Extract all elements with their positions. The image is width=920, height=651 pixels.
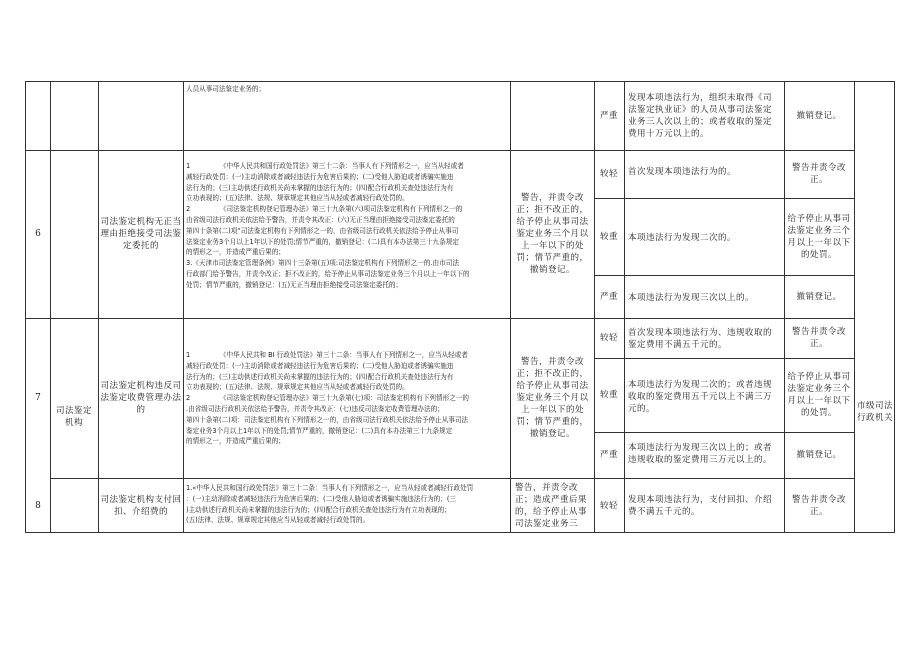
legal-basis-line: (五)法律、法规、规章规定其他应当从轻或者减轻行政处罚的。 xyxy=(186,516,370,525)
legal-basis-line: 的情形之一，并造成严重后果的； xyxy=(186,248,285,257)
standard-cell xyxy=(786,358,852,432)
grid-line xyxy=(854,82,855,532)
circumstance-cell xyxy=(628,442,780,472)
standard-cell xyxy=(786,275,852,318)
legal-basis-line: 法鉴定业务3个月以上1年以下的处罚;情节严重的，撤销登记：(二)具有本办法第三十九条规定 xyxy=(186,237,459,246)
legal-basis-line: 法行为的；(三)主动供述行政机关尚未掌握的违法行为的；(四)配合行政机关查处违法行为有 xyxy=(186,372,454,381)
level-label: 严重 xyxy=(599,291,618,302)
circumstance-text: 本项违法行为发现三次以上的。 xyxy=(628,293,755,303)
legal-basis-line: 减轻行政处罚：(一)主动消除或者减轻违法行为危害后果的；(二)受他人胁迫或者诱骗实施违 xyxy=(186,172,454,181)
row-number-text: 7 xyxy=(35,393,41,403)
violation-item-text: 司法鉴定机构无正当理由拒绝接受司法鉴定委托的 xyxy=(100,217,182,251)
standard-text: 给予停止从事司法鉴定业务三个月以上一年以下的处罚。 xyxy=(787,213,851,260)
level-cell xyxy=(594,358,624,432)
level-cell xyxy=(594,82,624,150)
circumstance-text: 本项违法行为发现二次的。 xyxy=(628,233,737,243)
violation-item-cell xyxy=(100,150,182,318)
circumstance-text: 首次发现本项违法行为的。 xyxy=(628,167,737,177)
level-label: 较轻 xyxy=(599,333,618,343)
standard-range-cell xyxy=(513,150,592,318)
circumstance-text: 本项违法行为发现三次以上的；或者违规收取的鉴定费用三万元以上的。 xyxy=(628,443,773,465)
legal-basis-cell xyxy=(186,483,508,533)
legal-basis-line: 第四十条第(二)项：司法鉴定机构有下列情形之一的，由省级司法行政机关依法给予停止从事司法 xyxy=(186,415,469,424)
violation-item-text: 司法鉴定机构违反司法鉴定收费管理办法的 xyxy=(100,381,182,415)
circumstance-cell xyxy=(628,292,780,312)
circumstance-cell xyxy=(628,327,780,357)
legal-basis-line: 由省级司法行政机关依法给予警告，并责令其改正：(六)无正当理由拒绝接受司法鉴定委托的 xyxy=(186,215,455,224)
legal-basis-line: 1 《中华人民共和 BI 行政处罚法》第三十二条：当事人有下列情形之一，应当从轻或者 xyxy=(186,351,468,359)
row-number xyxy=(26,478,50,534)
level-label: 较轻 xyxy=(599,501,618,511)
legal-basis-line: 人员从事司法鉴定业务的； xyxy=(186,85,266,93)
standard-cell xyxy=(784,82,854,150)
legal-basis-line: 减轻行政处罚：(一)主动消除或者减轻违法行为危害后果的；(二)受他人胁迫或者诱骗实施违 xyxy=(186,361,454,370)
row-number-text: 6 xyxy=(35,229,41,239)
level-cell xyxy=(594,318,624,358)
circumstance-text: 发现本项违法行为，支付回扣、介绍费不满五千元的。 xyxy=(628,495,773,517)
level-label: 较重 xyxy=(599,231,618,242)
circumstance-cell xyxy=(628,494,780,524)
circumstance-text: 首次发现本项违法行为、违规收取的鉴定费用不满五千元的。 xyxy=(628,328,773,350)
level-label: 较轻 xyxy=(599,169,618,179)
legal-basis-line: 2 《司法鉴定机构登记管理办法》第三十九条第(六)项司法鉴定机构有下列情形之一的 xyxy=(186,205,463,214)
circumstance-cell xyxy=(628,232,780,252)
circumstance-text: 本项违法行为发现二次的；或者违规收取的鉴定费用五千元以上不满三万元的。 xyxy=(628,380,773,414)
level-cell xyxy=(594,478,624,534)
standard-text: 警告并责令改正。 xyxy=(791,495,846,517)
category-cell xyxy=(52,402,96,432)
standard-range-text: 警告，并责令改正；拒不改正的，给予停止从事司法鉴定业务三个月以上一年以下的处罚；情节严重的，撤销登记。 xyxy=(516,193,589,275)
legal-basis-line: 处罚；情节严重的，撤销登记：(五)无正当理由拒绝接受司法鉴定委托的； xyxy=(186,280,403,289)
row-number xyxy=(26,150,50,318)
legal-basis-line: 行政部门给予警告，并责令改正；拒不改正的，给予停止从事司法鉴定业务三个月以上一年以下的 xyxy=(186,269,470,278)
legal-basis-line: 第四十条第(二)项“司法鉴定机构有下列情形之一的，由省级司法行政机关依法给予停止从事司 xyxy=(186,226,459,235)
standard-range-text: 警告，并责令改正；造成严重后果的，给予停止从事司法鉴定业务三 xyxy=(515,483,588,529)
level-cell xyxy=(594,275,624,318)
row-number-text: 8 xyxy=(35,501,41,511)
legal-basis-line: ：(一)主动消除或者减轻违法行为危害后果的；(二)受他人胁迫或者诱骗实施违法行为的；(三 xyxy=(186,494,457,503)
standard-cell xyxy=(786,432,852,478)
row-number xyxy=(26,318,50,478)
enforcement-body-text: 市级司法行政机关 xyxy=(856,401,893,423)
standard-text: 给予停止从事司法鉴定业务三个月以上一年以下的处罚。 xyxy=(787,372,851,418)
violation-item-cell xyxy=(100,318,182,478)
standard-cell xyxy=(786,150,852,198)
legal-basis-line: 2 《司法鉴定机构登记管理办法》第三十九条第(七)项：司法鉴定机构有下列情形之一的 xyxy=(186,394,469,403)
legal-basis-line: 1 《中华人民共和国行政处罚法》第三十二条：当事人有下列情形之一，应当从轻或者 xyxy=(186,162,464,170)
standard-cell xyxy=(786,318,852,358)
legal-basis-line: )主动供述行政机关尚未掌握的违法行为的；(四)配合行政机关查处违法行为有立功表现的； xyxy=(186,505,451,514)
standard-range-cell xyxy=(515,482,592,534)
standard-text: 撤销登记。 xyxy=(796,111,842,121)
legal-basis-line: 3.《天津市司法鉴定管理条例》第四十三条第(五)项:司法鉴定机构有下列情形之一的.由市司法 xyxy=(186,259,459,268)
standard-text: 撤销登记。 xyxy=(796,450,842,460)
legal-basis-cell xyxy=(186,161,508,317)
standard-range-text: 警告，并责令改正；拒不改正的，给予停止从事司法鉴定业务三个月以上一年以下的处罚；情节严重的，撤销登记。 xyxy=(516,357,589,439)
level-cell xyxy=(594,198,624,275)
level-cell xyxy=(594,150,624,198)
legal-basis-line: 1.«中华人民共和国行政处罚法》第三十二条：当事人有下列情形之一，应当从轻或者减轻行政处罚 xyxy=(186,484,474,492)
penalty-table xyxy=(25,81,895,533)
circumstance-cell xyxy=(628,379,780,419)
category-text: 司法鉴定机构 xyxy=(55,406,92,428)
violation-item-text: 司法鉴定机构支付回扣、介绍费的 xyxy=(100,495,182,517)
legal-basis-line: .由省级司法行政机关依法给予警告，并责令其改正：(七)违反司法鉴定收费管理办法的； xyxy=(186,404,444,413)
legal-basis-line: 立功表现的；(五)法律、法规、规章规定其他应当从轻或者减轻行政处罚的。 xyxy=(186,194,409,203)
legal-basis-cell xyxy=(186,84,508,104)
legal-basis-line: 法行为的；(三)主动供述行政机关尚未掌握的违法行为的；(四)配合行政机关查处违法行为有 xyxy=(186,183,454,192)
level-label: 较重 xyxy=(599,390,618,400)
standard-cell xyxy=(786,478,852,534)
legal-basis-cell xyxy=(186,350,508,476)
level-cell xyxy=(594,432,624,478)
standard-text: 警告并责令改正。 xyxy=(791,163,846,185)
circumstance-text: 发现本项违法行为，组织未取得《司法鉴定执业证》的人员从事司法鉴定业务三人次以上的；或者收取的鉴定费用十万元以上的。 xyxy=(628,93,773,139)
standard-cell xyxy=(786,198,852,275)
legal-basis-line: 立功表现的；(五)法律、法规、规章规定其他应当从轻或者减轻行政处罚的。 xyxy=(186,383,409,392)
enforcement-body-cell xyxy=(855,382,895,442)
circumstance-cell xyxy=(628,166,780,196)
level-label: 严重 xyxy=(599,450,618,460)
level-label: 严重 xyxy=(599,111,618,121)
standard-text: 撤销登记。 xyxy=(796,291,842,302)
standard-text: 警告并责令改正。 xyxy=(791,327,846,349)
standard-range-cell xyxy=(513,318,592,478)
circumstance-cell xyxy=(628,92,780,148)
violation-item-cell xyxy=(100,478,182,534)
legal-basis-line: 的情形之一，并造成严重后果的； xyxy=(186,437,285,446)
legal-basis-line: 鉴定业务3个月以上1年以下的处罚;情节严重的，撤销登记：(二)具有本办法第三十九条规定 xyxy=(186,426,453,435)
